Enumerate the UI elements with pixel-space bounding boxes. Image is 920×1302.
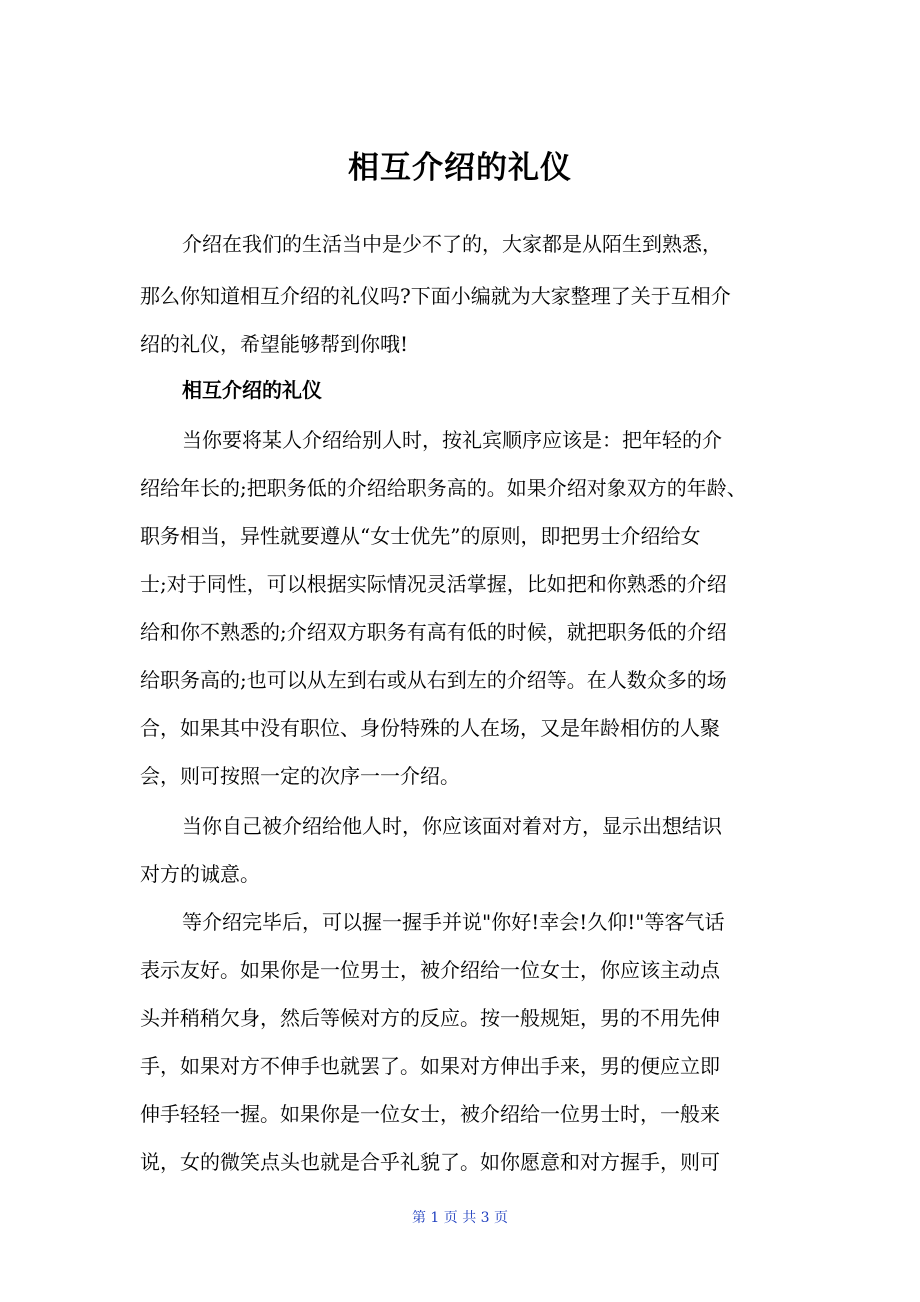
page-footer: 第 1 页 共 3 页 bbox=[411, 1210, 509, 1226]
text-line: 对方的诚意。 bbox=[140, 862, 260, 886]
text-line: 当你自己被介绍给他人时，你应该面对着对方，显示出想结识 bbox=[182, 814, 722, 838]
text-line: 表示友好。如果你是一位男士，被介绍给一位女士，你应该主动点 bbox=[140, 958, 720, 982]
text-line: 等介绍完毕后，可以握一握手并说"你好!幸会!久仰!"等客气话 bbox=[182, 910, 725, 934]
text-line: 合，如果其中没有职位、身份特殊的人在场，又是年龄相仿的人聚 bbox=[140, 716, 720, 740]
text-line: 给职务高的;也可以从左到右或从右到左的介绍等。在人数众多的场 bbox=[140, 668, 727, 692]
text-line: 手，如果对方不伸手也就罢了。如果对方伸出手来，男的便应立即 bbox=[140, 1054, 720, 1078]
text-line: 会，则可按照一定的次序一一介绍。 bbox=[140, 764, 460, 788]
text-line: 介绍在我们的生活当中是少不了的，大家都是从陌生到熟悉， bbox=[182, 232, 722, 256]
text-line: 绍的礼仪，希望能够帮到你哦! bbox=[140, 332, 409, 356]
text-line: 绍给年长的;把职务低的介绍给职务高的。如果介绍对象双方的年龄、 bbox=[140, 476, 747, 500]
section-heading: 相互介绍的礼仪 bbox=[182, 378, 322, 402]
text-line: 那么你知道相互介绍的礼仪吗?下面小编就为大家整理了关于互相介 bbox=[140, 284, 731, 308]
text-line: 职务相当，异性就要遵从“女士优先”的原则，即把男士介绍给女 bbox=[140, 524, 701, 548]
text-line: 伸手轻轻一握。如果你是一位女士，被介绍给一位男士时，一般来 bbox=[140, 1102, 720, 1126]
text-line: 给和你不熟悉的;介绍双方职务有高有低的时候，就把职务低的介绍 bbox=[140, 620, 727, 644]
document-title: 相互介绍的礼仪 bbox=[348, 150, 572, 186]
text-line: 说，女的微笑点头也就是合乎礼貌了。如你愿意和对方握手，则可 bbox=[140, 1150, 720, 1174]
text-line: 当你要将某人介绍给别人时，按礼宾顺序应该是：把年轻的介 bbox=[182, 428, 722, 452]
text-line: 士;对于同性，可以根据实际情况灵活掌握，比如把和你熟悉的介绍 bbox=[140, 572, 727, 596]
text-line: 头并稍稍欠身，然后等候对方的反应。按一般规矩，男的不用先伸 bbox=[140, 1006, 720, 1030]
